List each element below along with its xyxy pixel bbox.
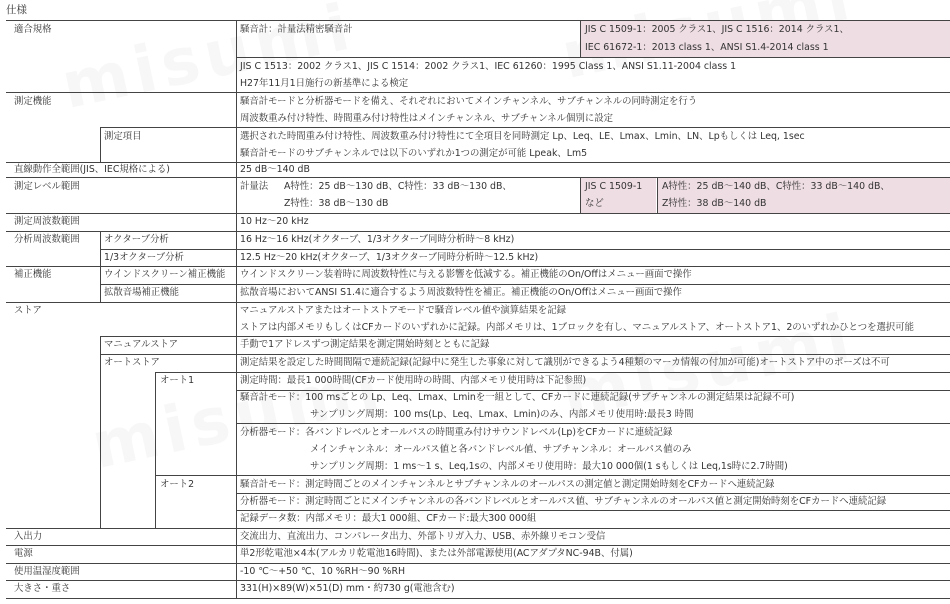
auto1-meter1: 騒音計モード：100 msごとの Lp、Leq、Lmax、Lminを一組として、CFカードに連続記録(サブチャンネルの測定結果は記録不可): [240, 392, 795, 403]
auto1-label: オート1: [160, 375, 195, 386]
auto1-meter2: サンプリング周期：100 ms(Lp、Leq、Lmax、Lmin)のみ、内部メモリ使用時:最長3 時間: [310, 409, 694, 420]
measurement-line2: 周波数重み付け特性、時間重み付け特性はメインチャンネル、サブチャンネル個別に設定: [240, 113, 613, 124]
octave-value: 16 Hz～16 kHz(オクターブ、1/3オクターブ同時分析時～8 kHz): [240, 234, 515, 245]
auto1-analyzer2: メインチャンネル：オールパス値と各バンドレベル値、サブチャンネル：オールパス値のみ: [310, 444, 692, 455]
standards-jis-line2: IEC 61672-1：2013 class 1、ANSI S1.4-2014 class 1: [585, 42, 829, 53]
auto1-analyzer1: 分析器モード：各バンドレベルとオールパスの時間重み付けサウンドレベル(Lp)をCFカードに連続記録: [240, 427, 673, 438]
level-range-jis-line1: A特性：25 dB～140 dB、C特性：33 dB～140 dB、: [662, 181, 890, 192]
octave-label: オクターブ分析: [104, 234, 169, 245]
third-octave-value: 12.5 Hz～20 kHz(オクターブ、1/3オクターブ同時分析時～12.5 kHz): [240, 252, 539, 263]
manual-store-value: 手動で1アドレスずつ測定結果を測定開始時刻とともに記録: [240, 339, 490, 350]
auto-store-value: 測定結果を設定した時間間隔で連続記録(記録中に発生した事象に対して識別ができるよう4種類のマーカ情報の付加が可能)オートストア中のポーズは不可: [240, 357, 890, 368]
auto2-count: 記録データ数：内部メモリ：最大1 000組、CFカード:最大300 000組: [240, 513, 537, 524]
environment-value: -10 ℃～+50 ℃、10 %RH～90 %RH: [240, 566, 406, 577]
level-range-label: 測定レベル範囲: [14, 181, 80, 192]
measurement-line1: 騒音計モードと分析器モードを備え、それぞれにおいてメインチャンネル、サブチャンネルの同時測定を行う: [240, 96, 698, 107]
auto-store-label: オートストア: [104, 357, 160, 368]
standards-new: H27年11月1日施行の新基準による検定: [240, 78, 409, 89]
windscreen-value: ウインドスクリーン装着時に周波数特性に与える影響を低減する。補正機能のOn/Offはメニュー画面で操作: [240, 269, 692, 280]
measurement-items-line2: 騒音計モードのサブチャンネルでは以下のいずれか1つの測定が可能 Lpeak、Lm5: [240, 148, 588, 159]
third-octave-label: 1/3オクターブ分析: [104, 252, 184, 263]
standards-jis-line1: JIS C 1509-1：2005 クラス1、JIS C 1516：2014 クラス1、: [585, 24, 849, 35]
level-range-jis-label1: JIS C 1509-1: [585, 181, 643, 192]
io-label: 入出力: [14, 531, 43, 542]
auto2-analyzer: 分析器モード：測定時間ごとにメインチャンネルの各バンドレベルとオールパス値、サブチャンネルのオールパス値と測定開始時刻をCFカードへ連続記録: [240, 496, 887, 507]
power-value: 単2形乾電池×4本(アルカリ乾電池16時間)、または外部電源使用(ACアダプタNC-94B、付属): [240, 548, 633, 559]
measurement-label: 測定機能: [14, 96, 52, 107]
freq-range-label: 測定周波数範囲: [14, 216, 80, 227]
standards-old-jis: JIS C 1513：2002 クラス1、JIS C 1514：2002 クラス1、IEC 61260：1995 Class 1、ANSI S1.11-2004 class 1: [240, 61, 737, 72]
size-label: 大きさ・重さ: [14, 583, 71, 594]
auto2-label: オート2: [160, 479, 195, 490]
power-label: 電源: [14, 548, 33, 559]
io-value: 交流出力、直流出力、コンパレータ出力、外部トリガ入力、USB、赤外線リモコン受信: [240, 531, 606, 542]
measurement-items-line1: 選択された時間重み付け特性、周波数重み付け特性にて全項目を同時測定 Lp、Leq、LE、Lmax、Lmin、LN、Lpもしくは Leq, 1sec: [240, 131, 805, 142]
manual-store-label: マニュアルストア: [104, 339, 179, 350]
level-range-jis-label2: など: [585, 198, 604, 209]
linear-range-value: 25 dB～140 dB: [240, 164, 310, 175]
level-range-jis-line2: Z特性：38 dB～140 dB: [662, 198, 767, 209]
diffuse-value: 拡散音場においてANSI S1.4に適合するよう周波数特性を補正。補正機能のOn/Offはメニュー画面で操作: [240, 287, 682, 298]
measurement-items-label: 測定項目: [104, 131, 142, 142]
level-range-meter-line2: Z特性：38 dB～130 dB: [284, 198, 389, 209]
store-line2: ストアは内部メモリもしくはCFカードのいずれかに記録。内部メモリは、1ブロックを有し、マニュアルストア、オートストア1、2のいずれかひとつを選択可能: [240, 322, 914, 333]
linear-range-label: 直線動作全範囲(JIS、IEC規格による): [14, 164, 170, 175]
auto1-time: 測定時間：最長1 000時間(CFカード使用時の時間、内部メモリ使用時は下記参照): [240, 375, 587, 386]
environment-label: 使用温湿度範囲: [14, 566, 80, 577]
analysis-range-label: 分析周波数範囲: [14, 234, 80, 245]
freq-range-value: 10 Hz～20 kHz: [240, 216, 309, 227]
windscreen-label: ウインドスクリーン補正機能: [104, 269, 226, 280]
standards-label: 適合規格: [14, 24, 52, 35]
level-range-meter-line1: A特性：25 dB～130 dB、C特性：33 dB～130 dB、: [284, 181, 512, 192]
store-label: ストア: [14, 305, 42, 316]
diffuse-label: 拡散音場補正機能: [104, 287, 180, 298]
auto1-analyzer3: サンプリング周期：1 ms～1 s、Leq,1sの、内部メモリ使用時：最大10 000個(1 sもしくは Leq,1s時に2.7時間): [310, 461, 788, 472]
correction-label: 補正機能: [14, 269, 52, 280]
page-title: 仕様: [6, 4, 27, 16]
level-range-meter-label: 計量法: [240, 181, 269, 192]
store-line1: マニュアルストアまたはオートストアモードで騒音レベル値や演算結果を記録: [240, 305, 567, 316]
auto2-meter: 騒音計モード：測定時間ごとのメインチャンネルとサブチャンネルのオールパスの測定値と測定開始時刻をCFカードへ連続記録: [240, 479, 775, 490]
standards-meter: 騒音計：計量法精密騒音計: [240, 24, 353, 35]
size-value: 331(H)×89(W)×51(D) mm・約730 g(電池含む): [240, 583, 455, 594]
